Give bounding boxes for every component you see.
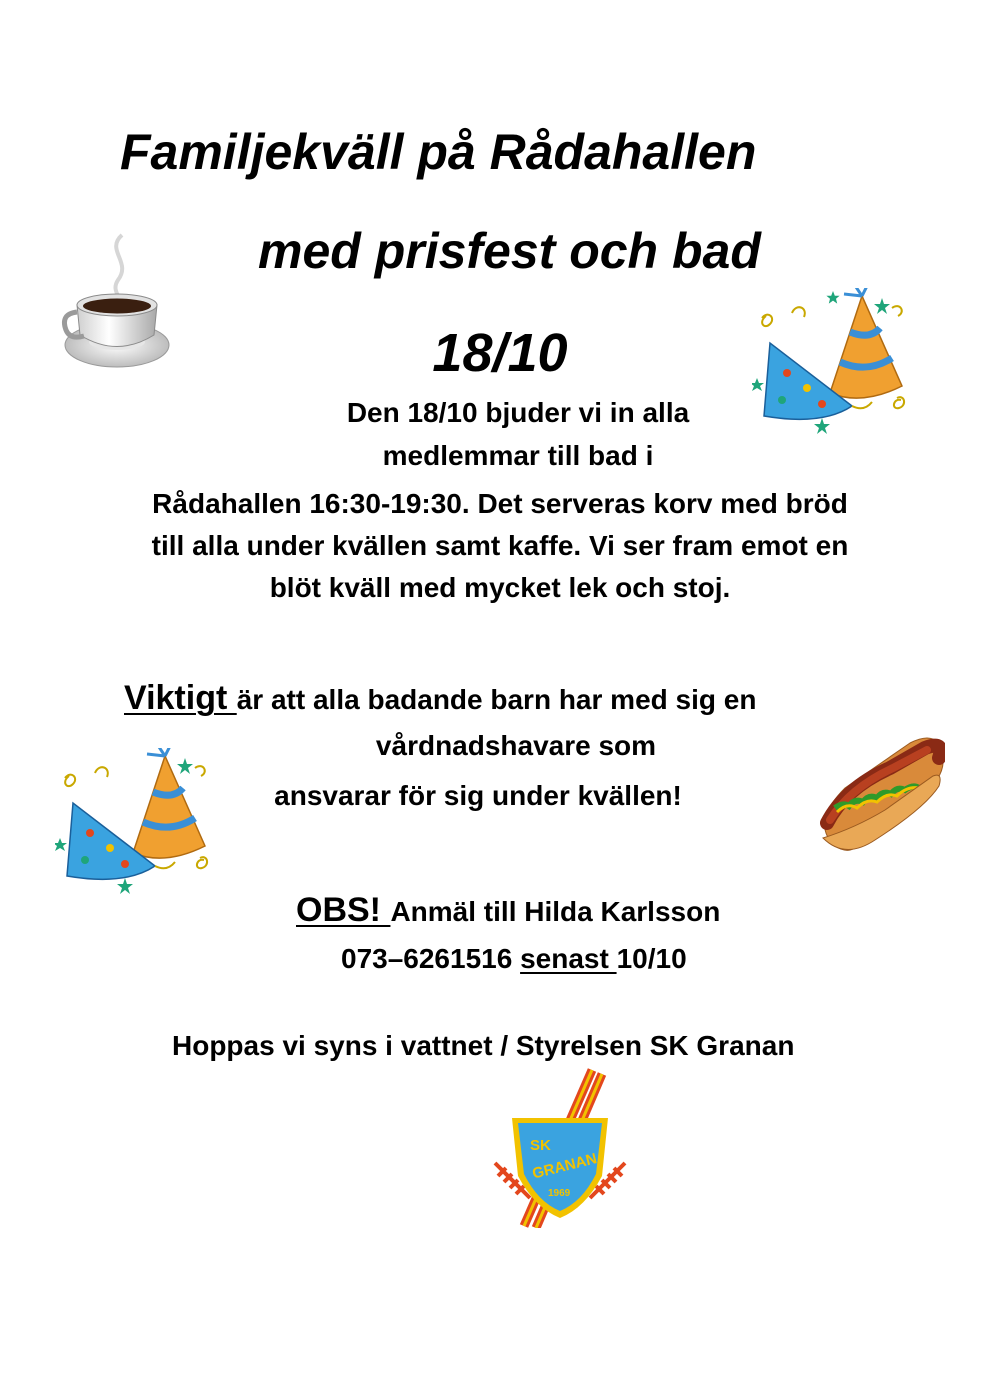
deadline-date: 10/10 bbox=[616, 943, 687, 974]
coffee-cup-icon bbox=[60, 230, 175, 375]
title-line-2: med prisfest och bad bbox=[258, 223, 761, 279]
intro-line-4: till alla under kvällen samt kaffe. Vi ser fram emot en bbox=[151, 530, 849, 561]
important-line-1 bbox=[124, 681, 756, 715]
hotdog-icon bbox=[815, 728, 945, 863]
register-contact: Anmäl till Hilda Karlsson bbox=[390, 896, 721, 927]
event-date: 18/10 bbox=[432, 323, 568, 383]
obs-label: OBS! bbox=[296, 891, 391, 929]
deadline-word: senast bbox=[520, 943, 617, 974]
club-logo bbox=[490, 1068, 630, 1228]
register-line-1 bbox=[296, 893, 720, 927]
important-line-2: vårdnadshavare som bbox=[375, 730, 657, 761]
logo-text-sk: SK bbox=[530, 1137, 551, 1154]
important-line-1-rest: är att alla badande barn har med sig en bbox=[236, 684, 757, 715]
important-line-3: ansvarar för sig under kvällen! bbox=[274, 780, 682, 811]
intro-line-3: Rådahallen 16:30-19:30. Det serveras korv med bröd bbox=[152, 488, 848, 519]
phone-number: 073–6261516 bbox=[341, 943, 521, 974]
title-line-1: Familjekväll på Rådahallen bbox=[120, 124, 757, 180]
logo-text-granan: GRANAN bbox=[530, 1150, 599, 1183]
intro-line-2: medlemmar till bad i bbox=[382, 440, 654, 471]
intro-line-1: Den 18/10 bjuder vi in alla bbox=[346, 397, 690, 428]
party-hats-icon bbox=[55, 748, 220, 898]
signoff: Hoppas vi syns i vattnet / Styrelsen SK Granan bbox=[172, 1030, 795, 1061]
logo-text-year: 1969 bbox=[548, 1188, 571, 1199]
important-keyword: Viktigt bbox=[124, 679, 237, 717]
register-line-2 bbox=[341, 945, 687, 973]
intro-line-5: blöt kväll med mycket lek och stoj. bbox=[269, 572, 731, 603]
